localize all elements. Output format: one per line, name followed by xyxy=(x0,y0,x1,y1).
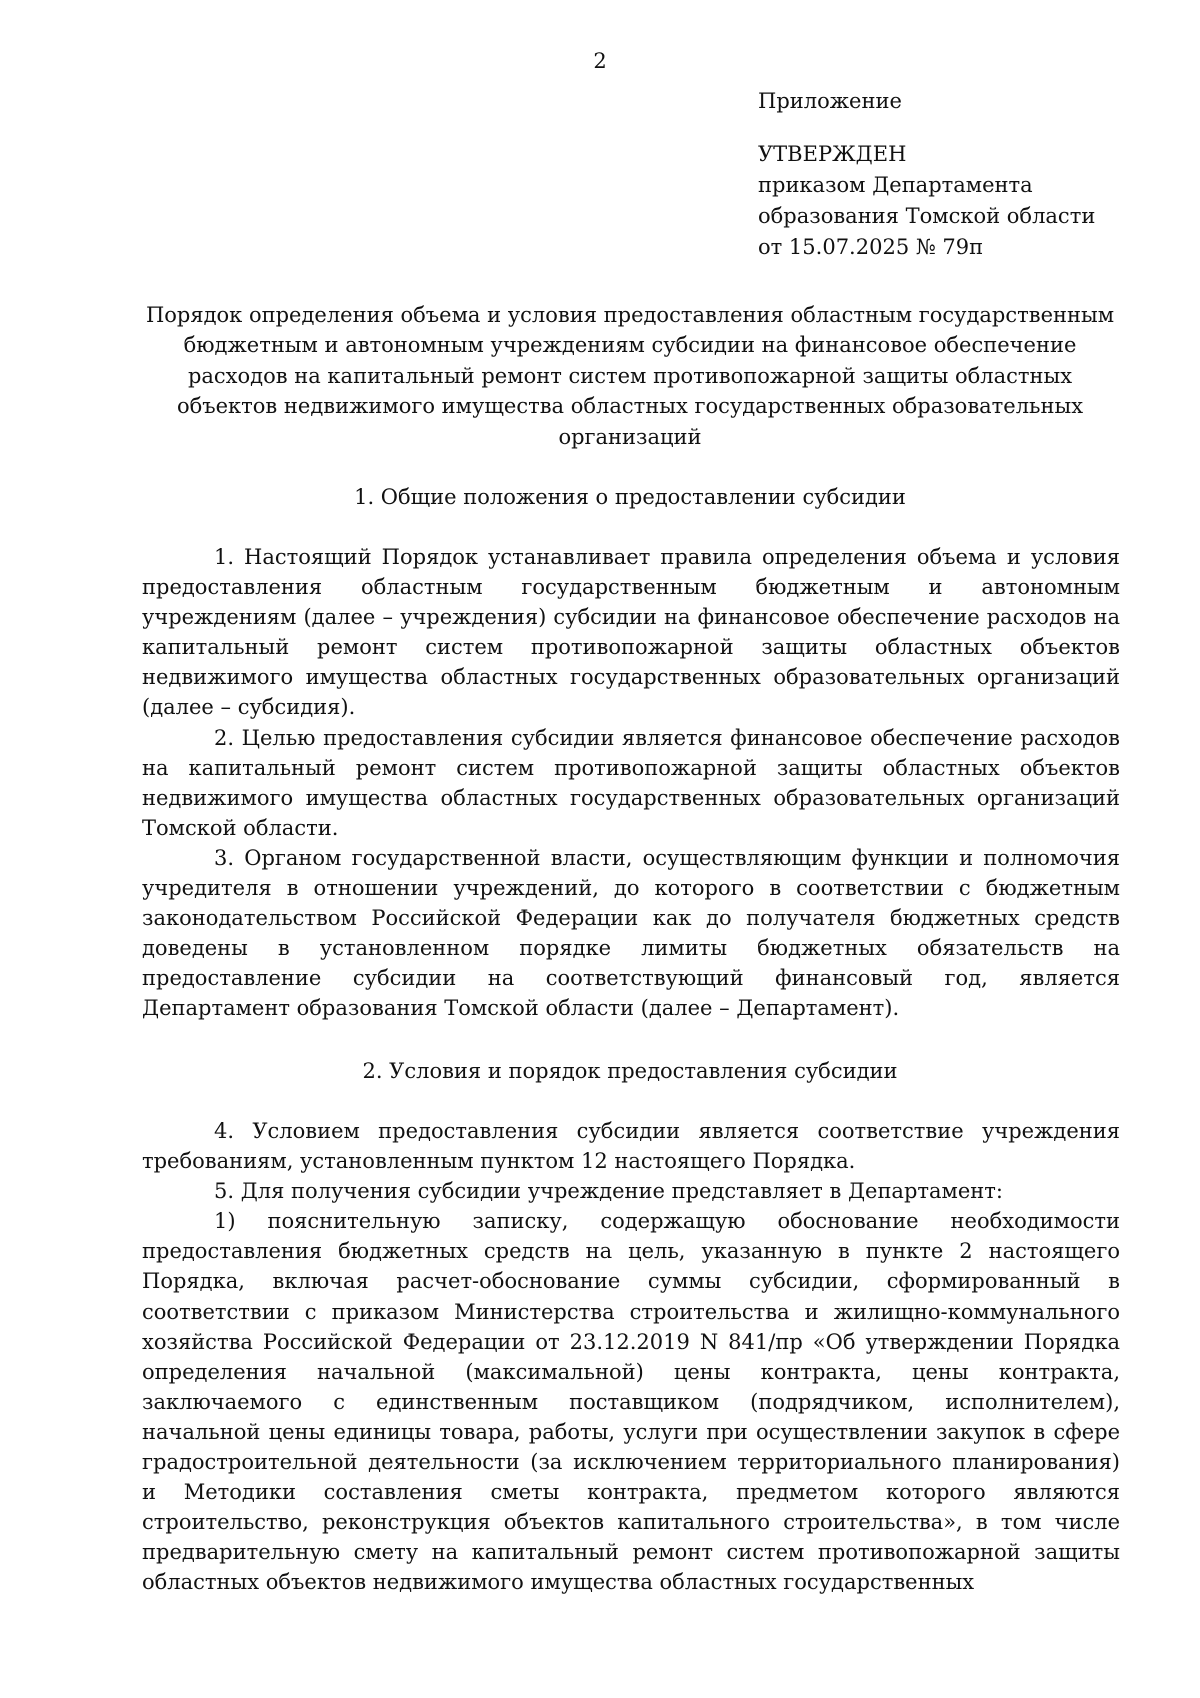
approval-block xyxy=(758,86,1178,263)
approval-line-3: от 15.07.2025 № 79п xyxy=(758,235,984,259)
document-title: Порядок определения объема и условия предоставления областным государственным бюджетным и автономным учреждениям субсидии на финансовое обеспечение расходов на капитальный ремонт систем противопожарной защиты областных объектов недвижимого имущества областных государственных образовательных организаций xyxy=(145,303,1115,449)
section-heading-2: 2. Условия и порядок предоставления субсидии xyxy=(362,1059,898,1083)
paragraph-1: 1. Настоящий Порядок устанавливает правила определения объема и условия предоставления областным государственным бюджетным и автономным учреждениям (далее – учреждения) субсидии на финансовое обеспечение расходов на капитальный ремонт систем противопожарной защиты областных объектов недвижимого имущества областных государственных образовательных организаций (далее – субсидия). xyxy=(142,545,1120,720)
approval-line-2: образования Томской области xyxy=(758,204,1096,228)
section-heading-1: 1. Общие положения о предоставлении субсидии xyxy=(354,485,906,509)
approval-line-1: приказом Департамента xyxy=(758,173,1033,197)
page-number: 2 xyxy=(593,49,607,73)
paragraph-4: 4. Условием предоставления субсидии является соответствие учреждения требованиям, установленным пунктом 12 настоящего Порядка. xyxy=(142,1119,1120,1174)
approved-label: УТВЕРЖДЕН xyxy=(758,142,907,166)
paragraph-5: 5. Для получения субсидии учреждение представляет в Департамент: xyxy=(214,1179,1003,1204)
section-2-body xyxy=(142,1116,1120,1598)
paragraph-2: 2. Целью предоставления субсидии является финансовое обеспечение расходов на капитальный ремонт систем противопожарной защиты областных объектов недвижимого имущества областных государственных образовательных организаций Томской области. xyxy=(142,725,1120,840)
section-1-body xyxy=(142,542,1120,1024)
appendix-label: Приложение xyxy=(758,89,902,113)
paragraph-3: 3. Органом государственной власти, осуществляющим функции и полномочия учредителя в отношении учреждений, до которого в соответствии с бюджетным законодательством Российской Федерации как до получателя бюджетных средств доведены в установленном порядке лимиты бюджетных обязательств на предоставление субсидии на соответствующий финансовый год, является Департамент образования Томской области (далее – Департамент). xyxy=(142,845,1120,1021)
paragraph-5-item-1: 1) пояснительную записку, содержащую обоснование необходимости предоставления бюджетных средств на цель, указанную в пункте 2 настоящего Порядка, включая расчет-обоснование суммы субсидии, сформированный в соответствии с приказом Министерства строительства и жилищно-коммунального хозяйства Российской Федерации от 23.12.2019 N 841/пр «Об утверждении Порядка определения начальной (максимальной) цены контракта, цены контракта, заключаемого с единственным поставщиком (подрядчиком, исполнителем), начальной цены единицы товара, работы, услуги при осуществлении закупок в сфере градостроительной деятельности (за исключением территориального планирования) и Методики составления сметы контракта, предметом которого являются строительство, реконструкция объектов капитального строительства», в том числе предварительную смету на капитальный ремонт систем противопожарной защиты областных объектов недвижимого имущества областных государственных xyxy=(142,1209,1120,1595)
